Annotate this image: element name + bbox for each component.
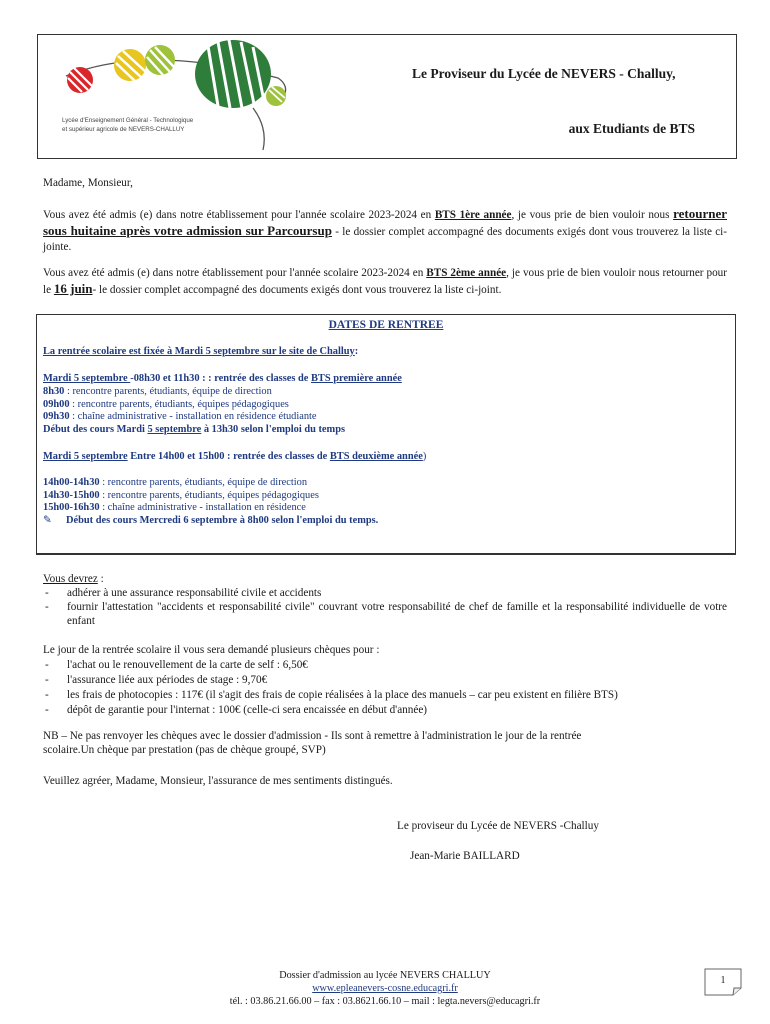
nb-line: scolaire.Un chèque par prestation (pas de chèque groupé, SVP): [43, 744, 326, 756]
duties-section: [43, 572, 727, 628]
cheques-section: [43, 643, 727, 718]
duties-title: Vous devrez :: [43, 573, 104, 585]
first-year-schedule: [43, 386, 345, 436]
footer-contact: tél. : 03.86.21.66.00 – fax : 03.8621.66.10 – mail : legta.nevers@educagri.fr: [229, 996, 541, 1007]
nb-line: NB – Ne pas renvoyer les chèques avec le dossier d'admission - Ils sont à remettre à l'administration le jour de la rentrée: [43, 730, 582, 742]
page-number: 1: [720, 975, 726, 986]
schedule-row: 15h00-16h30 : chaîne administrative - installation en résidence: [43, 502, 306, 514]
paragraph-bts1: Vous avez été admis (e) dans notre établissement pour l'année scolaire 2023-2024 en BTS 1ère année, je vous prie de bien vouloir nous retourner sous huitaine après votre admission sur Parcoursup - le dossier complet accompagné des documents exigés dont vous trouverez la liste ci-jointe.: [43, 206, 727, 253]
closing: Veuillez agréer, Madame, Monsieur, l'assurance de mes sentiments distingués.: [43, 775, 393, 787]
list-item: - dépôt de garantie pour l'internat : 100€ (celle-ci sera encaissée en début d'année): [43, 703, 727, 718]
nb-note: [43, 729, 727, 757]
june-deadline: 16 juin: [53, 281, 93, 296]
footer-title: Dossier d'admission au lycée NEVERS CHALLUY: [279, 970, 491, 981]
addressee-students: aux Etudiants de BTS: [568, 121, 695, 136]
schedule-row: 8h30 : rencontre parents, étudiants, équipe de direction: [43, 386, 272, 397]
schedule-row: 14h30-15h00 : rencontre parents, étudiants, équipes pédagogiques: [43, 489, 319, 501]
return-deadline: retourner sous huitaine après votre admission sur Parcoursup: [43, 206, 727, 238]
signature-title: Le proviseur du Lycée de NEVERS -Challuy: [397, 820, 599, 832]
pencil-icon: ✎: [43, 514, 52, 526]
list-item: - l'assurance liée aux périodes de stage : 9,70€: [43, 673, 727, 688]
schedule-row: 14h00-14h30 : rencontre parents, étudiants, équipe de direction: [43, 477, 308, 488]
dates-intro: La rentrée scolaire est fixée à Mardi 5 septembre sur le site de Challuy:: [43, 346, 359, 357]
bts1-label: BTS 1ère année: [434, 209, 512, 221]
logo-text-line2: et supérieur agricole de NEVERS-CHALLUY: [62, 126, 185, 133]
list-item: - l'achat ou le renouvellement de la carte de self : 6,50€: [43, 658, 727, 673]
logo-text: [62, 116, 193, 134]
second-year-heading: Mardi 5 septembre Entre 14h00 et 15h00 : rentrée des classes de BTS deuxième année): [43, 451, 427, 462]
signature-name: Jean-Marie BAILLARD: [410, 850, 520, 862]
logo-text-line1: Lycée d'Enseignement Général - Technologique: [62, 117, 194, 124]
cheques-intro: Le jour de la rentrée scolaire il vous sera demandé plusieurs chèques pour :: [43, 644, 380, 656]
list-item: - adhérer à une assurance responsabilité civile et accidents: [43, 586, 727, 600]
addressee-principal: Le Proviseur du Lycée de NEVERS - Challuy,: [412, 66, 676, 81]
list-item: - fournir l'attestation "accidents et responsabilité civile" couvrant votre responsabilité de chef de famille et la responsabilité individuelle de votre enfant: [43, 600, 727, 628]
second-year-schedule: [43, 477, 378, 527]
second-year-start: ✎ Début des cours Mercredi 6 septembre à 8h00 selon l'emploi du temps.: [43, 514, 379, 526]
greeting: Madame, Monsieur,: [43, 177, 133, 189]
first-year-start: Début des cours Mardi 5 septembre à 13h30 selon l'emploi du temps: [43, 423, 346, 435]
list-item: - les frais de photocopies : 117€ (il s'agit des frais de copie réalisées à la place des manuels – car peu existent en filière BTS): [43, 688, 727, 703]
dates-title: DATES DE RENTREE: [328, 319, 444, 331]
paragraph-bts2: Vous avez été admis (e) dans notre établissement pour l'année scolaire 2023-2024 en BTS 2ème année, je vous prie de bien vouloir nous retourner pour le 16 juin- le dossier complet accompagné des documents exigés dont vous trouverez la liste ci-joint.: [43, 267, 727, 296]
schedule-row: 09h00 : rencontre parents, étudiants, équipes pédagogiques: [43, 398, 289, 410]
bts2-label: BTS 2ème année: [426, 267, 507, 279]
school-logo: [58, 38, 288, 153]
schedule-row: 09h30 : chaîne administrative - installation en résidence étudiante: [43, 411, 317, 423]
website-link[interactable]: www.epleanevers-cosne.educagri.fr: [312, 983, 458, 994]
footer: [0, 969, 770, 1008]
first-year-heading: Mardi 5 septembre -08h30 et 11h30 : : rentrée des classes de BTS première année: [43, 373, 402, 384]
